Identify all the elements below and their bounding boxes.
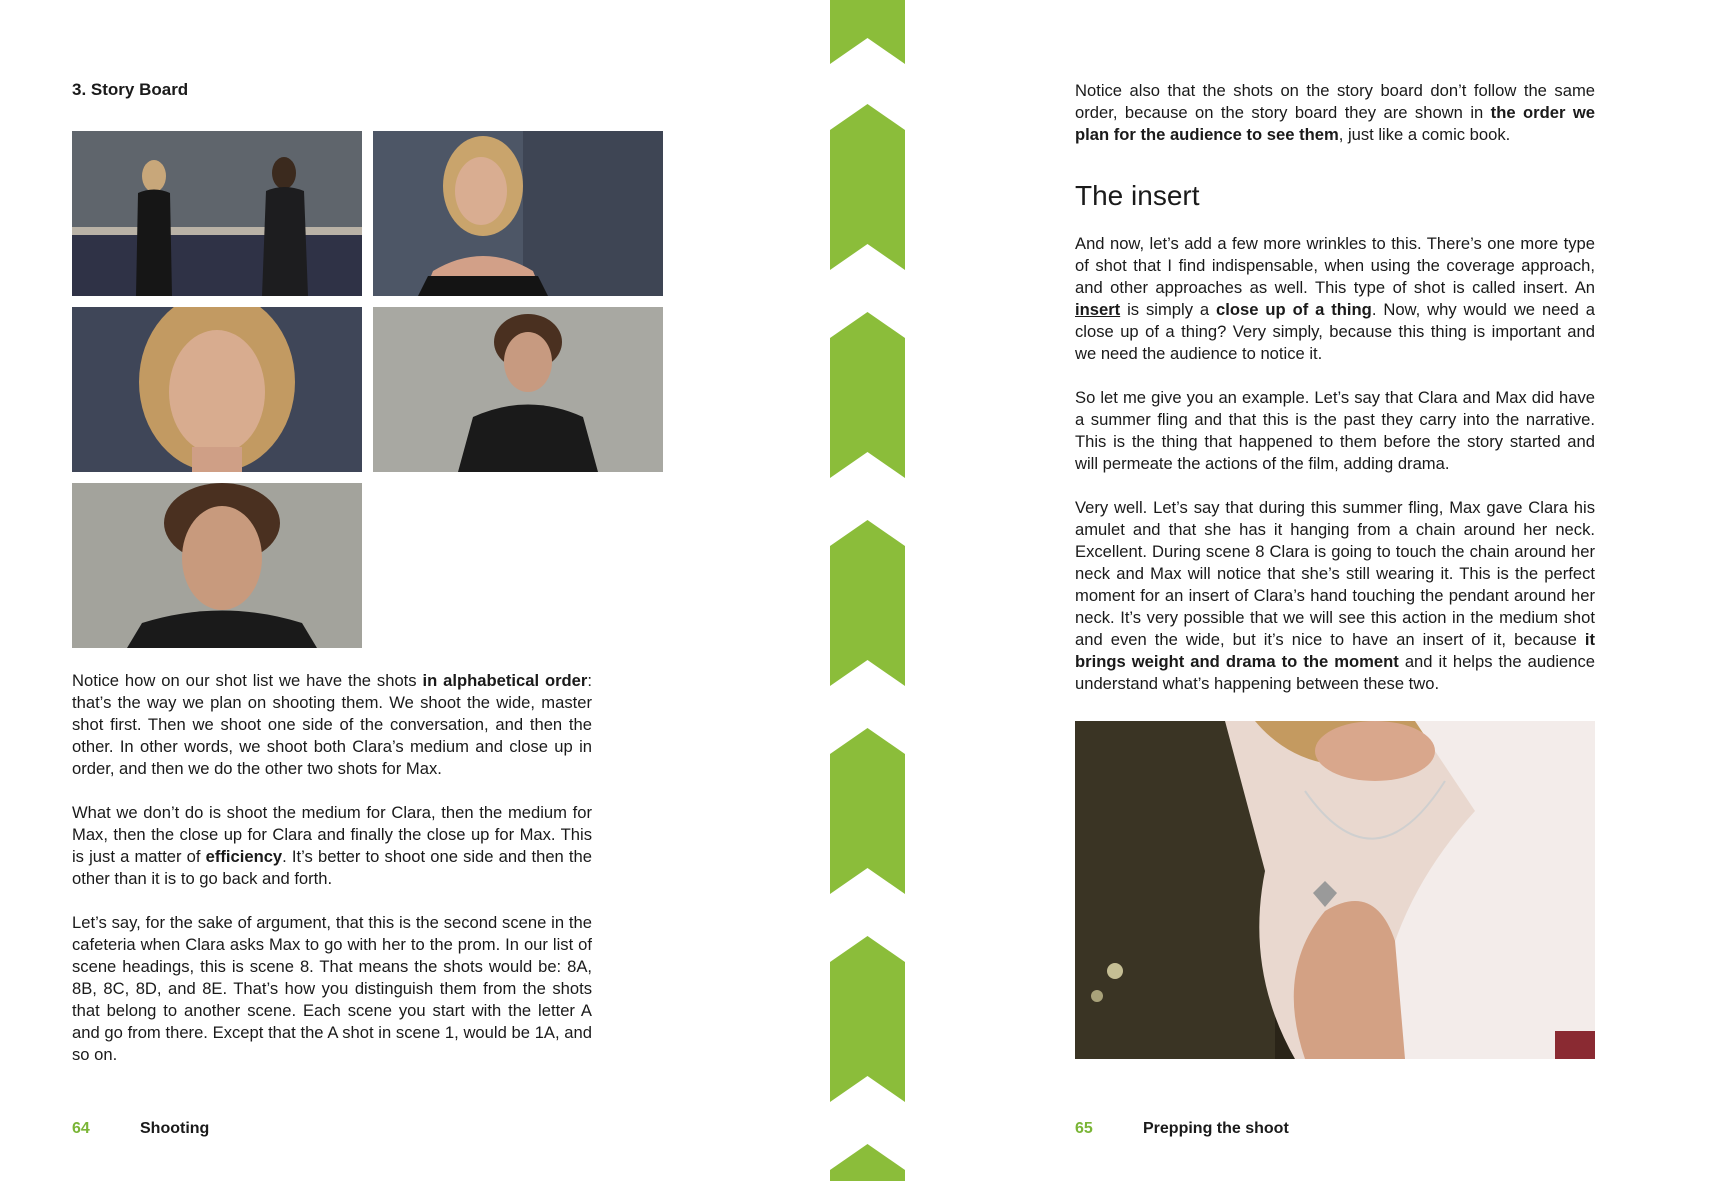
left-paragraph-2: What we don’t do is shoot the medium for Clara, then the medium for Max, then the close up for Clara and finally the close up for Max. This is just a matter of efficiency. It’s better to shoot one side and then the other than it is to go back and forth.: [72, 803, 592, 888]
right-paragraph-2: So let me give you an example. Let’s say that Clara and Max did have a summer fling and that this is the past they carry into the narrative. This is the thing that happened to them before the story started and will permeate the actions of the film, adding drama.: [1075, 388, 1595, 473]
chapter-title-left: Shooting: [140, 1120, 210, 1137]
left-paragraph-3: Let’s say, for the sake of argument, that this is the second scene in the cafeteria when Clara asks Max to go with her to the prom. In our list of scene headings, this is scene 8. That means the shots would be: 8A, 8B, 8C, 8D, and 8E. That’s how you distinguish them from the shots that belong to another scene. Each scene you start with the letter A and go from there. Except that the A shot in scene 1, would be 1A, and so on.: [72, 913, 592, 1064]
page-number-right: 65: [1075, 1120, 1093, 1137]
storyboard-photo-medium-clara: [373, 131, 663, 296]
right-intro-paragraph: Notice also that the shots on the story board don’t follow the same order, because on the story board they are shown in the order we plan for the audience to see them, just like a comic book.: [1075, 81, 1595, 144]
left-body-text: [72, 670, 592, 1088]
insert-photo-pendant: [1075, 721, 1595, 1059]
right-intro-text: [1075, 80, 1595, 168]
storyboard-photo-wide: [72, 131, 362, 296]
right-paragraph-3: Very well. Let’s say that during this summer fling, Max gave Clara his amulet and that she has it hanging from a chain around her neck. Excellent. During scene 8 Clara is going to touch the chain around her neck and Max will notice that she’s still wearing it. This is the perfect moment for an insert of Clara’s hand touching the pendant around her neck. It’s very possible that we will see this action in the medium shot and even the wide, but it’s nice to have an insert of it, because it brings weight and drama to the moment and it helps the audience understand what’s happening between these two.: [1075, 498, 1595, 693]
insert-heading: The insert: [1075, 180, 1200, 211]
right-paragraph-1: And now, let’s add a few more wrinkles to this. There’s one more type of shot that I find indispensable, when using the coverage approach, and other approaches as well. This type of shot is called insert. An insert is simply a close up of a thing. Now, why would we need a close up of a thing? Very simply, because this thing is important and we need the audience to notice it.: [1075, 234, 1595, 363]
storyboard-photo-closeup-clara: [72, 307, 362, 472]
storyboard-photo-closeup-max: [72, 483, 362, 648]
right-body-text: [1075, 233, 1595, 717]
spine-chevron-decoration: [830, 0, 905, 1181]
left-paragraph-1: Notice how on our shot list we have the shots in alphabetical order: that’s the way we plan on shooting them. We shoot the wide, master shot first. Then we shoot one side of the conversation, and then the other. In other words, we shoot both Clara’s medium and close up in order, and then we do the other two shots for Max.: [72, 671, 592, 778]
storyboard-photo-medium-max: [373, 307, 663, 472]
page-number-left: 64: [72, 1120, 90, 1137]
chapter-title-right: Prepping the shoot: [1143, 1120, 1289, 1137]
section-heading: 3. Story Board: [72, 80, 189, 99]
